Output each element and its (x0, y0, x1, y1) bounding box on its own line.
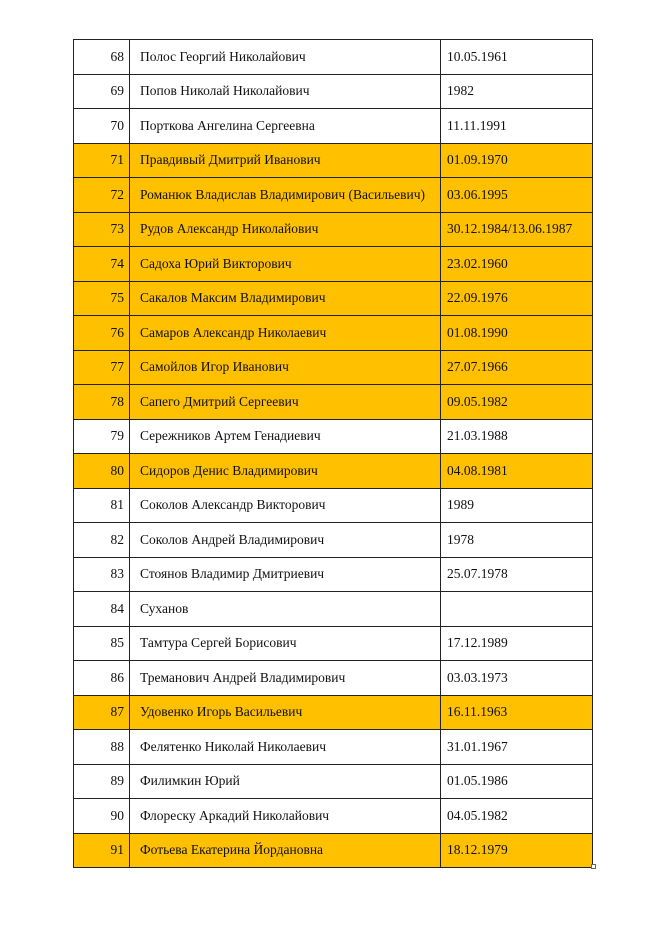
row-number-cell: 70 (74, 109, 130, 144)
table-row (74, 454, 593, 489)
person-name-cell: Садоха Юрий Викторович (130, 247, 441, 282)
people-table (73, 39, 593, 868)
birth-date-cell: 01.08.1990 (441, 316, 593, 351)
birth-date-cell: 30.12.1984/13.06.1987 (441, 212, 593, 247)
row-number-cell: 89 (74, 764, 130, 799)
table-row (74, 626, 593, 661)
table-row (74, 557, 593, 592)
birth-date-cell: 01.09.1970 (441, 143, 593, 178)
person-name-cell: Тамтура Сергей Борисович (130, 626, 441, 661)
person-name-cell: Удовенко Игорь Васильевич (130, 695, 441, 730)
row-number-cell: 72 (74, 178, 130, 213)
row-number-cell: 85 (74, 626, 130, 661)
person-name-cell: Сережников Артем Генадиевич (130, 419, 441, 454)
person-name-cell: Самаров Александр Николаевич (130, 316, 441, 351)
table-row (74, 109, 593, 144)
row-number-cell: 91 (74, 833, 130, 868)
birth-date-cell: 1989 (441, 488, 593, 523)
row-number-cell: 82 (74, 523, 130, 558)
person-name-cell: Рудов Александр Николайович (130, 212, 441, 247)
birth-date-cell: 18.12.1979 (441, 833, 593, 868)
table-row (74, 764, 593, 799)
table-row (74, 592, 593, 627)
row-number-cell: 73 (74, 212, 130, 247)
person-name-cell: Сапего Дмитрий Сергеевич (130, 385, 441, 420)
table-row (74, 488, 593, 523)
row-number-cell: 68 (74, 40, 130, 75)
row-number-cell: 80 (74, 454, 130, 489)
table-row (74, 316, 593, 351)
table-row (74, 695, 593, 730)
table-body (74, 40, 593, 868)
person-name-cell: Сакалов Максим Владимирович (130, 281, 441, 316)
table-row (74, 40, 593, 75)
person-name-cell: Правдивый Дмитрий Иванович (130, 143, 441, 178)
birth-date-cell: 03.03.1973 (441, 661, 593, 696)
row-number-cell: 83 (74, 557, 130, 592)
birth-date-cell: 01.05.1986 (441, 764, 593, 799)
person-name-cell: Самойлов Игор Иванович (130, 350, 441, 385)
person-name-cell: Порткова Ангелина Сергеевна (130, 109, 441, 144)
birth-date-cell: 22.09.1976 (441, 281, 593, 316)
person-name-cell: Стоянов Владимир Дмитриевич (130, 557, 441, 592)
row-number-cell: 71 (74, 143, 130, 178)
person-name-cell: Треманович Андрей Владимирович (130, 661, 441, 696)
birth-date-cell: 27.07.1966 (441, 350, 593, 385)
row-number-cell: 87 (74, 695, 130, 730)
row-number-cell: 69 (74, 74, 130, 109)
row-number-cell: 75 (74, 281, 130, 316)
table-row (74, 281, 593, 316)
table-row (74, 833, 593, 868)
table-row (74, 730, 593, 765)
person-name-cell: Фотьева Екатерина Йордановна (130, 833, 441, 868)
person-name-cell: Полос Георгий Николайович (130, 40, 441, 75)
birth-date-cell: 11.11.1991 (441, 109, 593, 144)
person-name-cell: Суханов (130, 592, 441, 627)
row-number-cell: 77 (74, 350, 130, 385)
row-number-cell: 74 (74, 247, 130, 282)
table-row (74, 419, 593, 454)
table-row (74, 661, 593, 696)
birth-date-cell: 25.07.1978 (441, 557, 593, 592)
table-row (74, 350, 593, 385)
birth-date-cell: 1978 (441, 523, 593, 558)
birth-date-cell: 04.08.1981 (441, 454, 593, 489)
table-row (74, 799, 593, 834)
birth-date-cell: 17.12.1989 (441, 626, 593, 661)
birth-date-cell: 1982 (441, 74, 593, 109)
birth-date-cell: 03.06.1995 (441, 178, 593, 213)
row-number-cell: 78 (74, 385, 130, 420)
birth-date-cell (441, 592, 593, 627)
person-name-cell: Соколов Александр Викторович (130, 488, 441, 523)
table-row (74, 74, 593, 109)
person-name-cell: Фелятенко Николай Николаевич (130, 730, 441, 765)
table-row (74, 247, 593, 282)
birth-date-cell: 16.11.1963 (441, 695, 593, 730)
table-row (74, 178, 593, 213)
table-row (74, 523, 593, 558)
person-name-cell: Соколов Андрей Владимирович (130, 523, 441, 558)
row-number-cell: 86 (74, 661, 130, 696)
row-number-cell: 84 (74, 592, 130, 627)
person-name-cell: Попов Николай Николайович (130, 74, 441, 109)
table-row (74, 212, 593, 247)
person-name-cell: Сидоров Денис Владимирович (130, 454, 441, 489)
table-row (74, 143, 593, 178)
row-number-cell: 90 (74, 799, 130, 834)
birth-date-cell: 23.02.1960 (441, 247, 593, 282)
birth-date-cell: 04.05.1982 (441, 799, 593, 834)
birth-date-cell: 31.01.1967 (441, 730, 593, 765)
birth-date-cell: 09.05.1982 (441, 385, 593, 420)
birth-date-cell: 10.05.1961 (441, 40, 593, 75)
person-name-cell: Романюк Владислав Владимирович (Васильевич) (130, 178, 441, 213)
birth-date-cell: 21.03.1988 (441, 419, 593, 454)
table-row (74, 385, 593, 420)
row-number-cell: 81 (74, 488, 130, 523)
table-resize-handle[interactable] (591, 864, 596, 869)
person-name-cell: Филимкин Юрий (130, 764, 441, 799)
row-number-cell: 88 (74, 730, 130, 765)
person-name-cell: Флореску Аркадий Николайович (130, 799, 441, 834)
row-number-cell: 79 (74, 419, 130, 454)
row-number-cell: 76 (74, 316, 130, 351)
